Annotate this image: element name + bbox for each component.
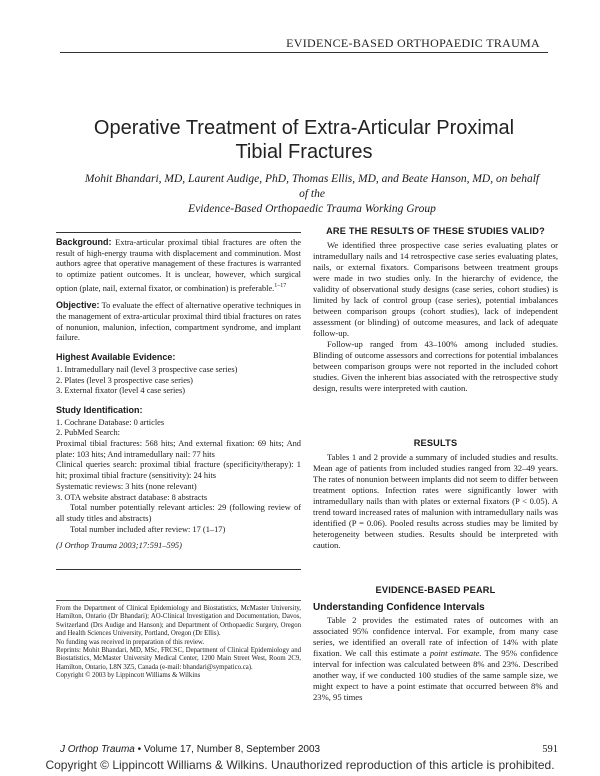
validity-paragraph-2: Follow-up ranged from 43–100% among included studies. Blinding of outcome assessors and corrections for potential imbalances between comparison groups were not reported in the included cohort studies. Given the inherent bias associated with the retrospective study design, results were interpreted with caution. [313, 339, 558, 393]
study-item: Clinical queries search: proximal tibial fracture (specificity/therapy): 1 hit; proximal tibial fracture (sensitivity): 24 hits [56, 460, 301, 481]
results-heading: RESULTS [413, 438, 458, 448]
study-item: Proximal tibial fractures: 568 hits; And external fixation: 69 hits; And plate: 103 hits; And intramedullary nail: 77 hits [56, 439, 301, 459]
background-ref: 1–17 [274, 282, 287, 289]
title-line-2: Tibial Fractures [235, 141, 373, 163]
pearl-section [313, 585, 558, 703]
affiliations: From the Department of Clinical Epidemiology and Biostatistics, McMaster University, Hamilton, Ontario (Dr Bhandari); AO-Clinical Investigation and Documentation, Davos, Switzerland (Drs Audige and Hanson); and Department of Orthopaedic Surgery, Oregon and Health Sciences University, Portland, Oregon (Dr Ellis). [56, 605, 301, 638]
abstract-objective [56, 300, 301, 344]
title-line-1: Operative Treatment of Extra-Articular Proximal [93, 117, 515, 139]
pearl-paragraph [313, 615, 558, 703]
pearl-subheading: Understanding Confidence Intervals [313, 602, 485, 613]
reprints-note: Reprints: Mohit Bhandari, MD, MSc, FRCSC, Department of Clinical Epidemiology and Biostatistics, McMaster University Medical Center, 1200 Main Street West, Room 2C9, Hamilton, Ontario, L8N 3Z5, Canada (e-mail: bhandari@sympatico.ca). [56, 647, 301, 671]
pearl-text-start: Table 2 provides the estimated rates of outcomes with an associated 95% confidence interval. For example, from many case series, we identified an overall rate of infection of 14% with plate fixation. We call this estimate a [313, 615, 558, 658]
journal-footer [60, 744, 320, 755]
total-reviewed: Total number potentially relevant articles: 29 (following review of all study titles and abstracts) [56, 503, 301, 523]
total-included: Total number included after review: 17 (1–17) [70, 524, 226, 534]
study-item: 3. OTA website abstract database: 8 abstracts [56, 492, 208, 502]
evidence-item: 3. External fixator (level 4 case series) [56, 386, 186, 396]
evidence-item: 1. Intramedullary nail (level 3 prospective case series) [56, 364, 238, 374]
background-text: Extra-articular proximal tibial fractures are often the result of high-energy trauma with displacement and comminution. Most authors agree that operative management of these fractures is warranted to optimize patient outcomes. It is unclear, however, which surgical option (plate, nail, external fixator, or combination) is preferable. [56, 238, 301, 293]
evidence-list [56, 365, 301, 397]
page-number: 591 [542, 744, 558, 755]
results-section [313, 438, 558, 551]
copyright-note: Copyright © 2003 by Lippincott Williams & Wilkins [56, 672, 201, 680]
study-list [56, 418, 301, 504]
copyright-watermark: Copyright © Lippincott Williams & Wilkins. Unauthorized reproduction of this article is prohibited. [45, 758, 555, 772]
results-paragraph: Tables 1 and 2 provide a summary of included studies and results. Mean age of patients from included studies ranged from 32–49 years. The rates of nonunion between implants did not seem to differ between treatment options. Infection rates were significantly lower with intramedullary nails than with plates or external fixators (P < 0.05). A trend toward increased rates of malunion with intramedullary nails was identified (P = 0.06). Pooled results across studies may be limited by heterogeneity between studies. Results should be interpreted with caution. [313, 452, 558, 550]
authors-line-1: Mohit Bhandari, MD, Laurent Audige, PhD, Thomas Ellis, MD, and Beate Hanson, MD, on behalf of the [84, 173, 540, 200]
study-item: Systematic reviews: 3 hits (none relevant) [56, 481, 197, 491]
evidence-heading: Highest Available Evidence: [56, 352, 176, 363]
validity-paragraph-1: We identified three prospective case series evaluating plates or intramedullary nails and 14 retrospective case series evaluating plates, nails, or external fixators. Comparisons between treatment groups were made in two studies only. In the hierarchy of evidence, the validity of observational study designs (case series, cohort studies) is limited by lack of control group (case series), potential imbalances between comparison groups (cohort studies), lack of independent assessment (or blinding) of outcome measures, and lack of adequate follow-up. [313, 240, 558, 338]
header-rule [60, 52, 548, 53]
evidence-item: 2. Plates (level 3 prospective case series) [56, 375, 193, 385]
objective-text: To evaluate the effect of alternative operative techniques in the management of extra-articular proximal third tibial fractures on rates of nonunion, malunion, infection, compartment syndrome, and implant failure. [56, 301, 301, 343]
pearl-heading: EVIDENCE-BASED PEARL [375, 585, 496, 595]
article-title [60, 116, 548, 164]
study-item: 2. PubMed Search: [56, 428, 120, 438]
point-estimate-term: point estimate. [429, 648, 482, 658]
affiliation-footnote [56, 600, 301, 681]
running-head: EVIDENCE-BASED ORTHOPAEDIC TRAUMA [286, 36, 540, 50]
journal-name: J Orthop Trauma [60, 744, 135, 755]
abstract-background [56, 237, 301, 294]
validity-heading: ARE THE RESULTS OF THESE STUDIES VALID? [326, 226, 545, 236]
study-heading: Study Identification: [56, 404, 143, 415]
objective-label: Objective: [56, 300, 100, 311]
abstract-box [56, 232, 301, 570]
validity-section [313, 226, 558, 394]
pearl-text-end: The 95% confidence interval for infection was calculated between 8% and 23%. Described another way, if we conducted 100 studies of the same sample size, we might expect to have a point estimate that occurred between 8% and 23%, 95 times [313, 648, 558, 702]
study-item: 1. Cochrane Database: 0 articles [56, 417, 165, 427]
background-label: Background: [56, 237, 112, 247]
author-list [80, 172, 544, 217]
funding-note: No funding was received in preparation of this review. [56, 638, 205, 646]
abstract-citation: (J Orthop Trauma 2003;17:591–595) [56, 541, 182, 551]
authors-line-2: Evidence-Based Orthopaedic Trauma Working Group [188, 203, 436, 215]
journal-issue: • Volume 17, Number 8, September 2003 [134, 744, 321, 755]
